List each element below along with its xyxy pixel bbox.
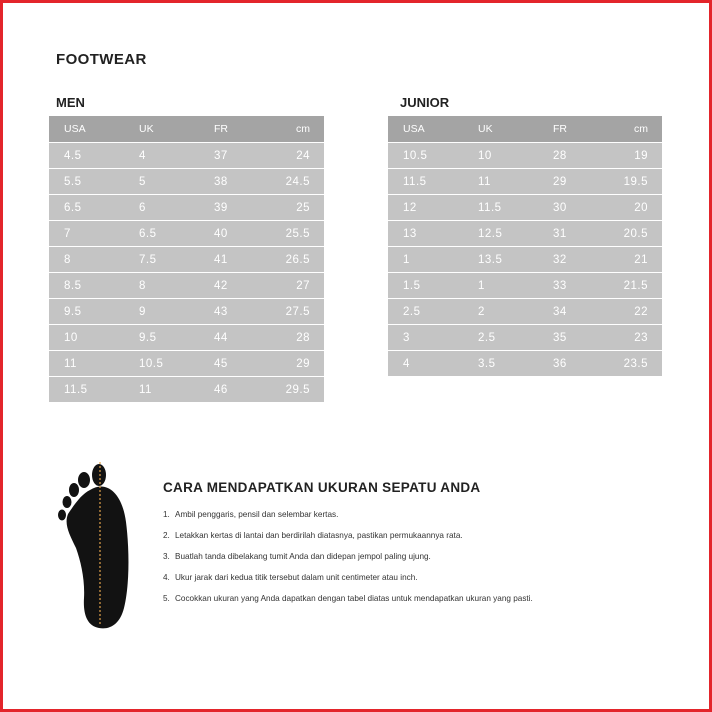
junior-cell: 33	[538, 272, 613, 298]
junior-cell: 3	[388, 324, 463, 350]
junior-cell: 1	[388, 246, 463, 272]
junior-cell: 3.5	[463, 350, 538, 376]
men-header-usa: USA	[49, 116, 124, 142]
junior-cell: 2.5	[388, 298, 463, 324]
men-cell: 9	[124, 298, 199, 324]
step-number: 3.	[163, 552, 170, 561]
men-cell: 7.5	[124, 246, 199, 272]
men-cell: 29	[274, 350, 324, 376]
men-header-uk: UK	[124, 116, 199, 142]
men-cell: 11.5	[49, 376, 124, 402]
men-cell: 11	[124, 376, 199, 402]
men-cell: 9.5	[49, 298, 124, 324]
men-row	[49, 194, 324, 220]
men-cell: 5.5	[49, 168, 124, 194]
men-cell: 37	[199, 142, 274, 168]
men-cell: 24.5	[274, 168, 324, 194]
junior-cell: 21	[613, 246, 662, 272]
men-header-cm: cm	[274, 116, 324, 142]
men-cell: 25	[274, 194, 324, 220]
men-cell: 28	[274, 324, 324, 350]
junior-cell: 10	[463, 142, 538, 168]
men-cell: 8.5	[49, 272, 124, 298]
men-section-title: MEN	[56, 95, 85, 110]
junior-cell: 35	[538, 324, 613, 350]
junior-header-usa: USA	[388, 116, 463, 142]
men-row	[49, 272, 324, 298]
men-cell: 25.5	[274, 220, 324, 246]
men-cell: 27.5	[274, 298, 324, 324]
men-cell: 38	[199, 168, 274, 194]
junior-header-cm: cm	[613, 116, 662, 142]
instructions-list	[163, 509, 533, 614]
junior-cell: 28	[538, 142, 613, 168]
junior-row	[388, 350, 662, 376]
men-cell: 27	[274, 272, 324, 298]
step-number: 1.	[163, 510, 170, 519]
junior-cell: 29	[538, 168, 613, 194]
junior-header-row	[388, 116, 662, 142]
junior-cell: 2.5	[463, 324, 538, 350]
men-cell: 8	[124, 272, 199, 298]
junior-cell: 30	[538, 194, 613, 220]
step-text: Buatlah tanda dibelakang tumit Anda dan didepan jempol paling ujung.	[175, 552, 431, 561]
instruction-step	[163, 509, 533, 530]
junior-row	[388, 246, 662, 272]
men-cell: 39	[199, 194, 274, 220]
junior-cell: 19.5	[613, 168, 662, 194]
men-row	[49, 168, 324, 194]
junior-header-uk: UK	[463, 116, 538, 142]
men-cell: 29.5	[274, 376, 324, 402]
instruction-step	[163, 572, 533, 593]
junior-cell: 23	[613, 324, 662, 350]
junior-cell: 13	[388, 220, 463, 246]
step-text: Ukur jarak dari kedua titik tersebut dalam unit centimeter atau inch.	[175, 573, 418, 582]
junior-cell: 1.5	[388, 272, 463, 298]
foot-outline-icon	[54, 458, 134, 630]
men-cell: 40	[199, 220, 274, 246]
men-cell: 24	[274, 142, 324, 168]
junior-cell: 34	[538, 298, 613, 324]
junior-cell: 11.5	[388, 168, 463, 194]
junior-cell: 19	[613, 142, 662, 168]
junior-cell: 12	[388, 194, 463, 220]
junior-row	[388, 324, 662, 350]
junior-cell: 11.5	[463, 194, 538, 220]
instruction-step	[163, 593, 533, 614]
junior-cell: 12.5	[463, 220, 538, 246]
men-cell: 9.5	[124, 324, 199, 350]
junior-cell: 20.5	[613, 220, 662, 246]
step-number: 5.	[163, 594, 170, 603]
junior-row	[388, 298, 662, 324]
men-cell: 6	[124, 194, 199, 220]
men-cell: 43	[199, 298, 274, 324]
junior-cell: 2	[463, 298, 538, 324]
instruction-step	[163, 551, 533, 572]
step-number: 4.	[163, 573, 170, 582]
men-cell: 26.5	[274, 246, 324, 272]
men-row	[49, 246, 324, 272]
men-size-table	[49, 116, 324, 402]
junior-cell: 23.5	[613, 350, 662, 376]
junior-cell: 32	[538, 246, 613, 272]
junior-cell: 4	[388, 350, 463, 376]
men-cell: 41	[199, 246, 274, 272]
men-row	[49, 324, 324, 350]
junior-row	[388, 142, 662, 168]
men-header-fr: FR	[199, 116, 274, 142]
junior-cell: 21.5	[613, 272, 662, 298]
junior-cell: 13.5	[463, 246, 538, 272]
junior-row	[388, 272, 662, 298]
junior-size-table	[388, 116, 662, 376]
junior-cell: 1	[463, 272, 538, 298]
junior-section-title: JUNIOR	[400, 95, 450, 110]
how-to-title: CARA MENDAPATKAN UKURAN SEPATU ANDA	[163, 480, 481, 495]
men-header-row	[49, 116, 324, 142]
men-row	[49, 376, 324, 402]
junior-cell: 11	[463, 168, 538, 194]
men-cell: 4	[124, 142, 199, 168]
men-row	[49, 350, 324, 376]
step-text: Ambil penggaris, pensil dan selembar kertas.	[175, 510, 339, 519]
men-cell: 10	[49, 324, 124, 350]
junior-header-fr: FR	[538, 116, 613, 142]
men-cell: 11	[49, 350, 124, 376]
men-cell: 46	[199, 376, 274, 402]
step-text: Letakkan kertas di lantai dan berdirilah diatasnya, pastikan permukaannya rata.	[175, 531, 463, 540]
page-title: FOOTWEAR	[56, 51, 147, 68]
men-cell: 6.5	[124, 220, 199, 246]
junior-cell: 22	[613, 298, 662, 324]
instruction-step	[163, 530, 533, 551]
men-cell: 4.5	[49, 142, 124, 168]
men-row	[49, 142, 324, 168]
men-cell: 44	[199, 324, 274, 350]
junior-cell: 36	[538, 350, 613, 376]
men-cell: 42	[199, 272, 274, 298]
junior-row	[388, 168, 662, 194]
step-number: 2.	[163, 531, 170, 540]
men-cell: 7	[49, 220, 124, 246]
junior-cell: 10.5	[388, 142, 463, 168]
men-cell: 10.5	[124, 350, 199, 376]
men-cell: 8	[49, 246, 124, 272]
men-cell: 45	[199, 350, 274, 376]
men-row	[49, 298, 324, 324]
men-cell: 6.5	[49, 194, 124, 220]
men-cell: 5	[124, 168, 199, 194]
step-text: Cocokkan ukuran yang Anda dapatkan dengan tabel diatas untuk mendapatkan ukuran yang pasti.	[175, 594, 533, 603]
men-row	[49, 220, 324, 246]
junior-row	[388, 220, 662, 246]
junior-cell: 31	[538, 220, 613, 246]
junior-row	[388, 194, 662, 220]
junior-cell: 20	[613, 194, 662, 220]
